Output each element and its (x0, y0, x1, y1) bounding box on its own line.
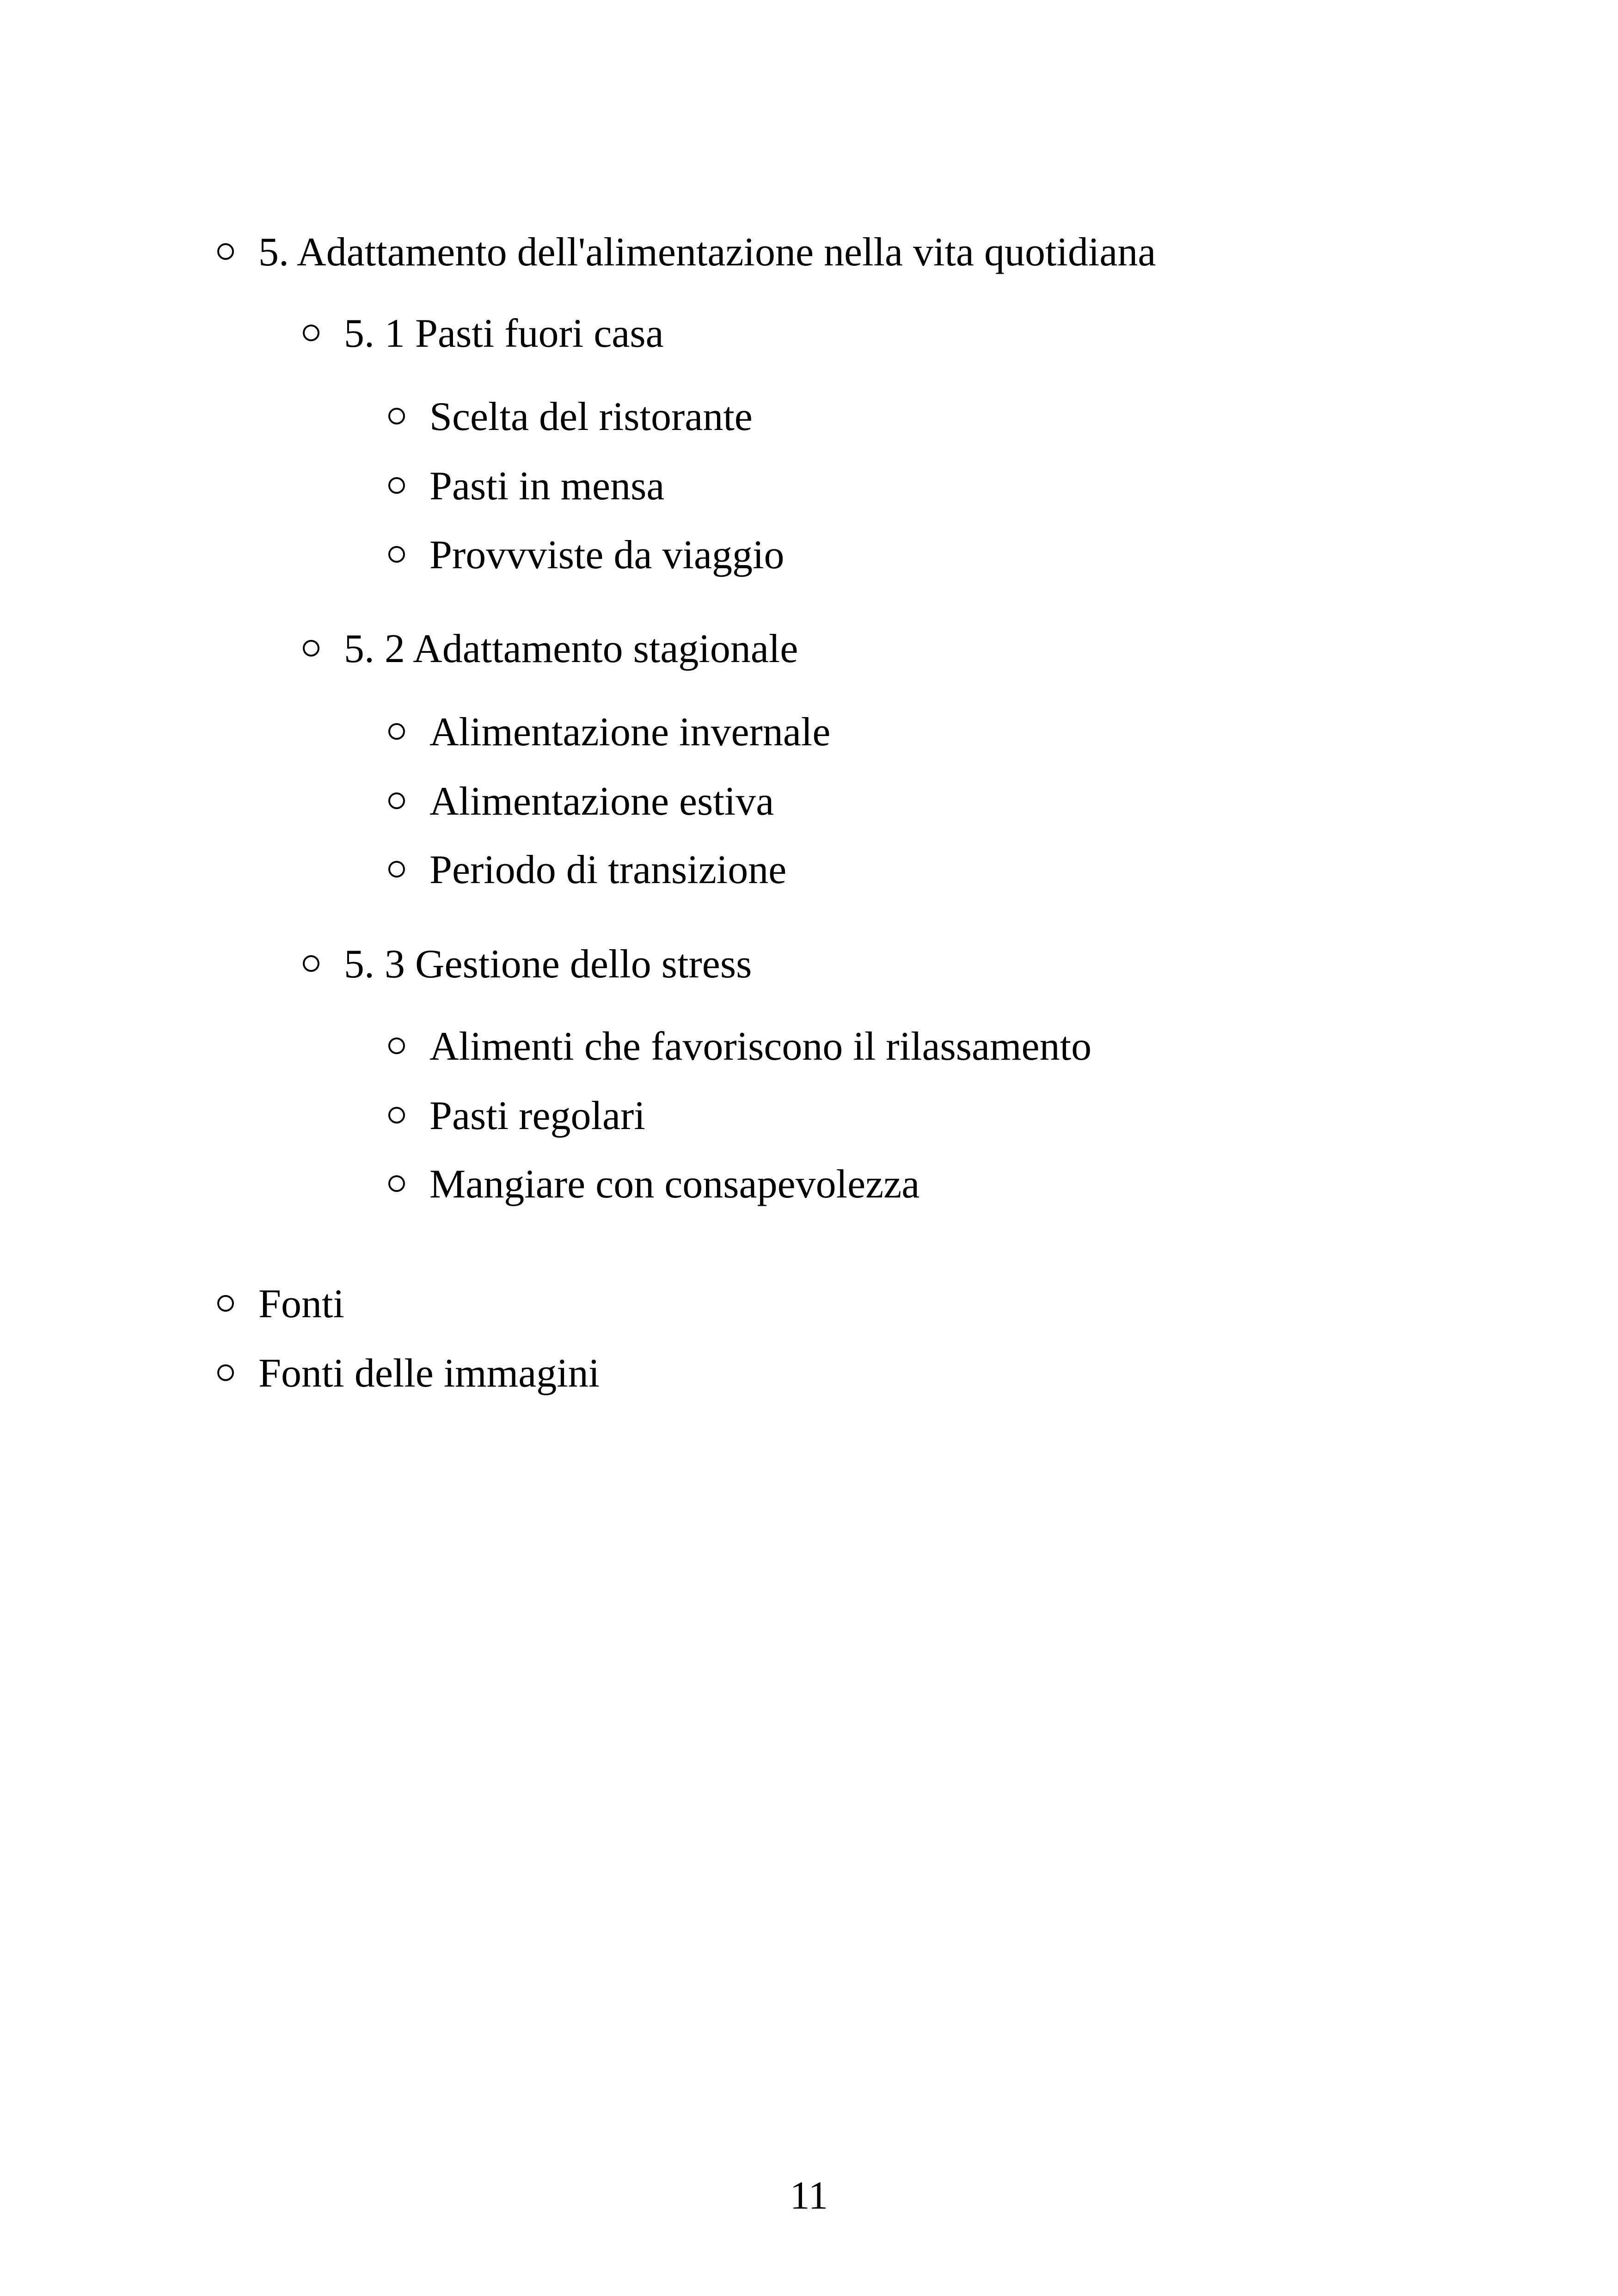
circle-bullet-icon (388, 546, 405, 563)
toc-entry-item[interactable] (388, 709, 830, 755)
circle-bullet-icon (217, 1295, 234, 1312)
circle-bullet-icon (217, 1364, 234, 1381)
circle-bullet-icon (388, 792, 405, 809)
toc-entry-section-5-1[interactable] (303, 311, 664, 357)
toc-entry-label: Alimentazione invernale (429, 710, 831, 755)
toc-entry-item[interactable] (388, 1093, 645, 1139)
toc-entry-label: 5. Adattamento dell'alimentazione nella vita quotidiana (258, 230, 1156, 275)
toc-entry-label: 5. 2 Adattamento stagionale (344, 626, 798, 671)
toc-entry-sources[interactable] (217, 1281, 344, 1327)
toc-entry-label: Provvviste da viaggio (429, 533, 784, 577)
toc-entry-label: Scelta del ristorante (429, 394, 753, 439)
circle-bullet-icon (303, 325, 319, 341)
toc-entry-image-sources[interactable] (217, 1351, 600, 1397)
circle-bullet-icon (303, 955, 319, 972)
toc-entry-item[interactable] (388, 779, 774, 825)
circle-bullet-icon (388, 723, 405, 740)
toc-entry-label: Pasti in mensa (429, 464, 665, 509)
circle-bullet-icon (217, 243, 234, 260)
circle-bullet-icon (388, 1037, 405, 1054)
toc-entry-item[interactable] (388, 394, 753, 440)
toc-entry-item[interactable] (388, 532, 784, 578)
circle-bullet-icon (303, 640, 319, 657)
toc-entry-item[interactable] (388, 1024, 1091, 1070)
toc-entry-label: Mangiare con consapevolezza (429, 1162, 920, 1207)
toc-entry-section-5-3[interactable] (303, 941, 752, 988)
circle-bullet-icon (388, 477, 405, 494)
toc-entry-label: Pasti regolari (429, 1093, 645, 1138)
toc-entry-label: Fonti delle immagini (258, 1351, 600, 1396)
toc-entry-label: Alimenti che favoriscono il rilassamento (429, 1024, 1092, 1069)
toc-entry-item[interactable] (388, 1161, 919, 1208)
toc-entry-section-5-2[interactable] (303, 626, 798, 672)
circle-bullet-icon (388, 408, 405, 424)
toc-entry-item[interactable] (388, 463, 664, 510)
circle-bullet-icon (388, 1107, 405, 1123)
toc-entry-chapter-5[interactable] (217, 229, 1156, 276)
toc-entry-label: 5. 1 Pasti fuori casa (344, 311, 664, 356)
toc-entry-item[interactable] (388, 847, 786, 893)
toc-entry-label: Periodo di transizione (429, 847, 787, 892)
page-number: 11 (790, 2173, 828, 2217)
circle-bullet-icon (388, 1175, 405, 1192)
toc-entry-label: 5. 3 Gestione dello stress (344, 942, 752, 987)
toc-entry-label: Fonti (258, 1282, 344, 1326)
circle-bullet-icon (388, 861, 405, 878)
toc-entry-label: Alimentazione estiva (429, 779, 774, 824)
